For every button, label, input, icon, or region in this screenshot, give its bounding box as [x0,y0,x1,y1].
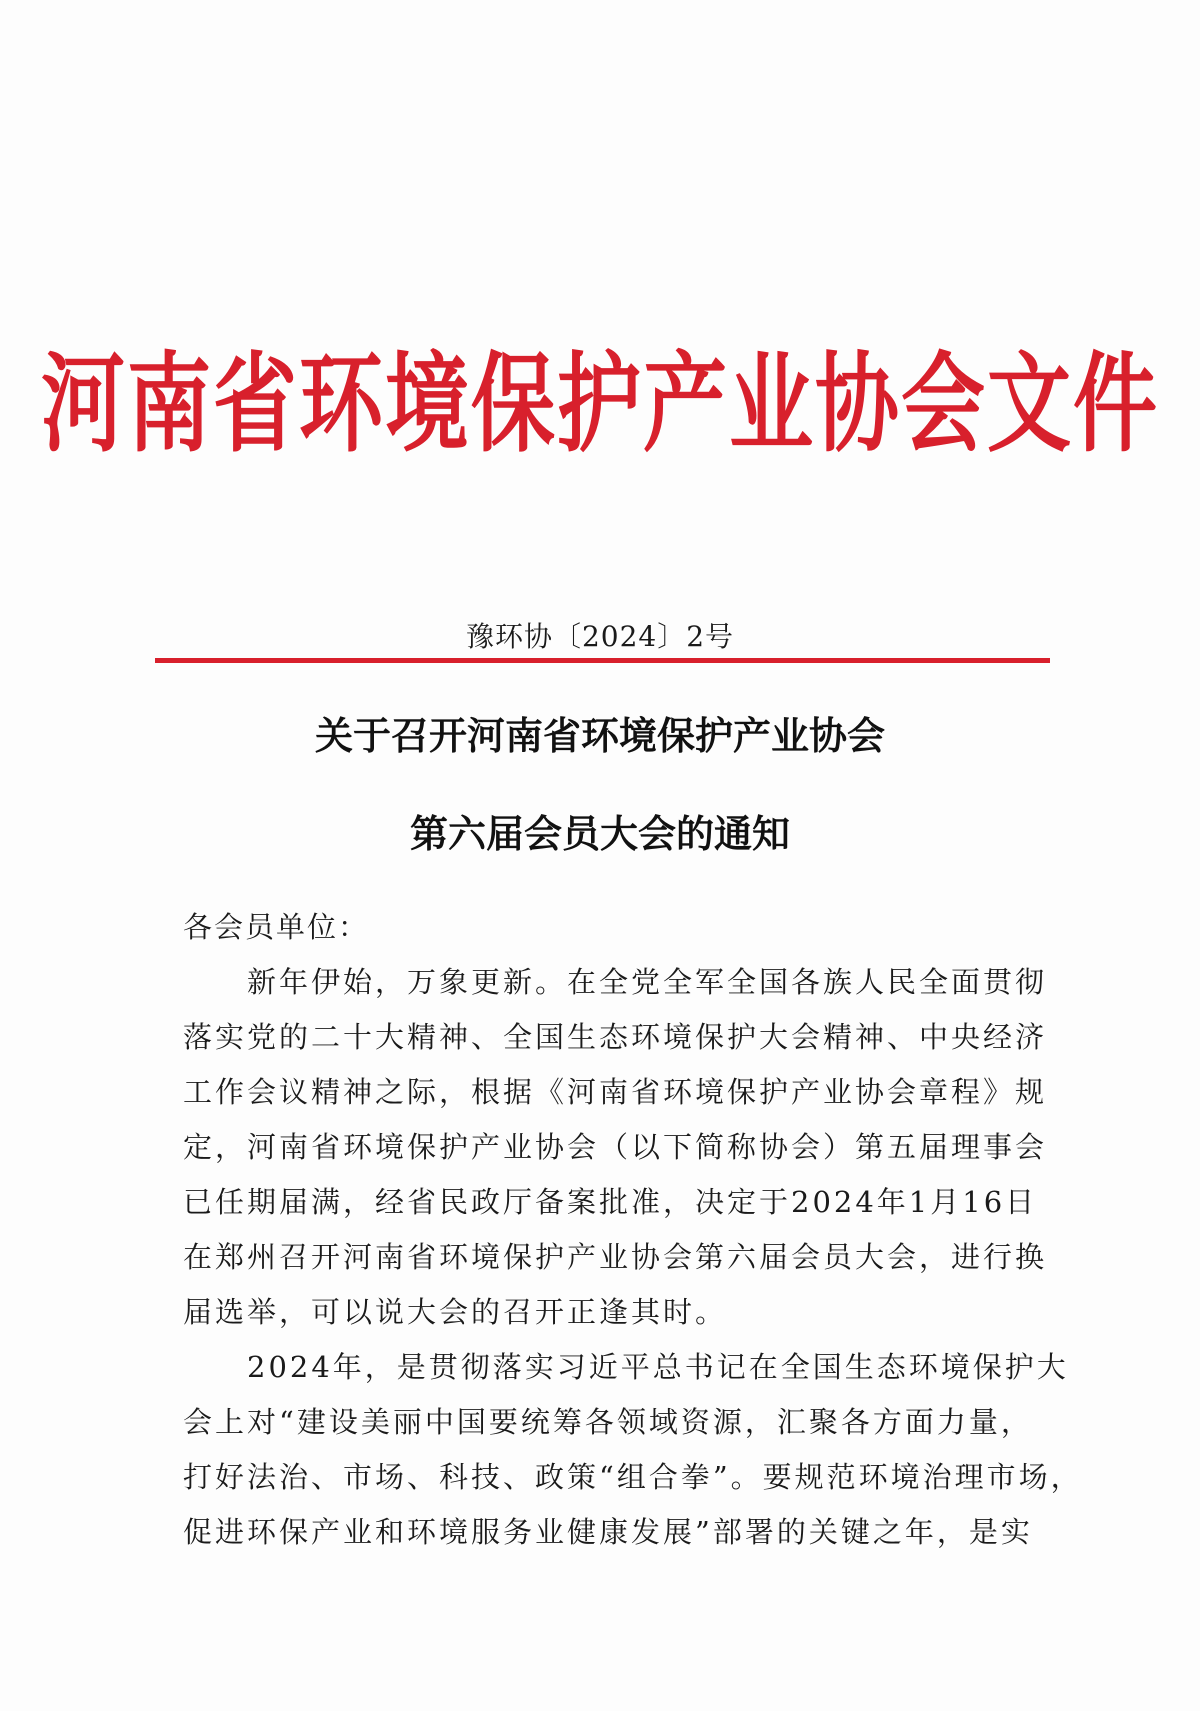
body-line: 2024年，是贯彻落实习近平总书记在全国生态环境保护大 [247,1350,1069,1384]
notice-title-line-2: 第六届会员大会的通知 [409,812,790,856]
body-line: 落实党的二十大精神、全国生态环境保护大会精神、中央经济 [183,1020,1048,1054]
body-line: 届选举，可以说大会的召开正逢其时。 [183,1295,728,1329]
body-line: 在郑州召开河南省环境保护产业协会第六届会员大会，进行换 [183,1240,1048,1274]
body-line: 新年伊始，万象更新。在全党全军全国各族人民全面贯彻 [247,965,1048,999]
body-line: 定，河南省环境保护产业协会（以下简称协会）第五届理事会 [183,1130,1048,1164]
body-line: 打好法治、市场、科技、政策“组合拳”。要规范环境治理市场， [183,1460,1083,1494]
document-number: 豫环协〔2024〕2号 [465,620,735,653]
body-line: 工作会议精神之际，根据《河南省环境保护产业协会章程》规 [183,1075,1048,1109]
notice-title-line-1: 关于召开河南省环境保护产业协会 [314,714,885,758]
salutation: 各会员单位： [183,910,370,944]
body-line: 促进环保产业和环境服务业健康发展”部署的关键之年，是实 [183,1515,1033,1549]
red-divider-line [155,658,1050,663]
document-header-title: 河南省环境保护产业协会文件 [40,341,1159,467]
body-line: 已任期届满，经省民政厅备案批准，决定于2024年1月16日 [183,1185,1038,1219]
body-line: 会上对“建设美丽中国要统筹各领域资源，汇聚各方面力量， [183,1405,1033,1439]
